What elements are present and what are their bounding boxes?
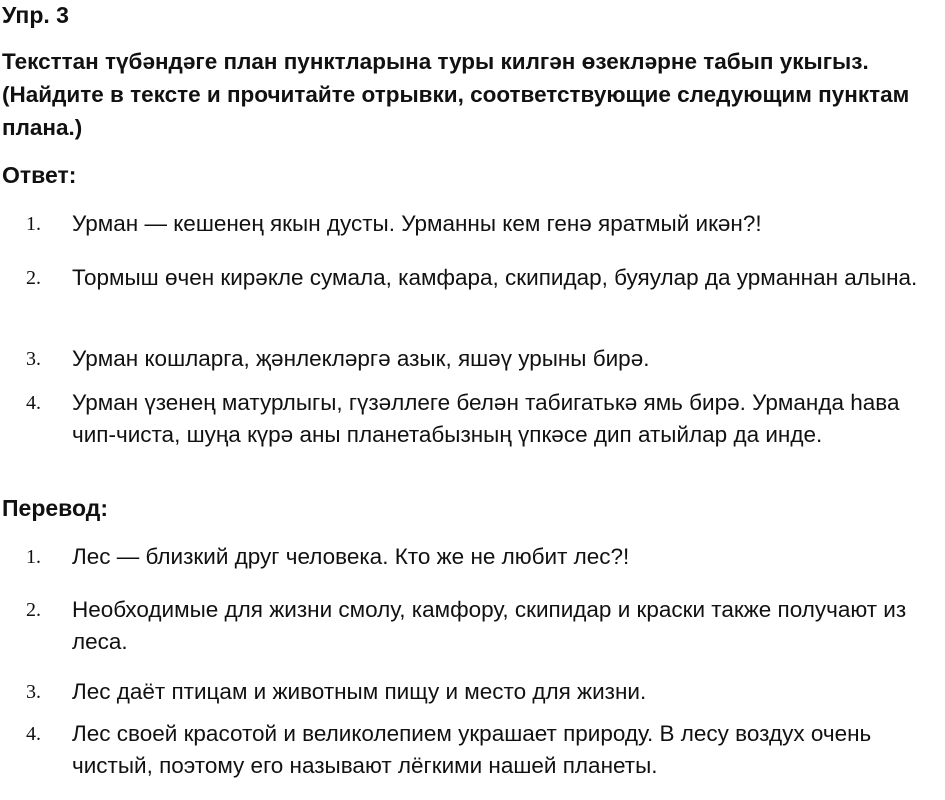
translation-item-text: Лес даёт птицам и животным пищу и место для жизни.	[72, 679, 647, 704]
answer-item-4	[0, 387, 945, 487]
translation-item-number: 4.	[26, 723, 41, 745]
answer-item-number: 3.	[26, 348, 41, 370]
translation-item-text: Необходимые для жизни смолу, камфору, скипидар и краски также получают из леса.	[72, 597, 907, 654]
answer-item-text: Тормыш өчен кирәкле сумала, камфара, скипидар, буяулар да урманнан алына.	[72, 265, 918, 290]
translation-list	[0, 541, 945, 800]
task-instruction: Тексттан түбәндәге план пунктларына туры килгән өзекләрне табып укыгыз. (Найдите в тексте и прочитайте отрывки, соответствующие следующим пунктам плана.)	[2, 49, 910, 140]
answer-item-1	[0, 208, 945, 262]
translation-item-2	[0, 594, 945, 676]
answer-list	[0, 208, 945, 487]
answer-item-text: Урман — кешенең якын дусты. Урманны кем генә яратмый икән?!	[72, 211, 762, 236]
translation-item-text: Лес своей красотой и великолепием украшает природу. В лесу воздух очень чистый, поэтому его называют лёгкими нашей планеты.	[72, 721, 872, 778]
translation-heading: Перевод:	[2, 495, 109, 521]
exercise-title: Упр. 3	[2, 2, 69, 28]
answer-item-number: 1.	[26, 213, 41, 235]
answer-item-number: 2.	[26, 267, 41, 289]
answer-item-3	[0, 343, 945, 387]
answer-item-2	[0, 262, 945, 343]
answer-heading: Ответ:	[2, 162, 77, 188]
translation-item-number: 3.	[26, 681, 41, 703]
translation-item-1	[0, 541, 945, 594]
translation-item-3	[0, 676, 945, 718]
answer-item-number: 4.	[26, 392, 41, 414]
answer-item-text: Урман кошларга, җәнлекләргә азык, яшәү урыны бирә.	[72, 346, 650, 371]
answer-item-text: Урман үзенең матурлыгы, гүзәллеге белән табигатькә ямь бирә. Урманда һава чип-чиста, шуңа күрә аны планетабызның үпкәсе дип атыйлар да инде.	[72, 390, 900, 447]
translation-item-number: 2.	[26, 599, 41, 621]
translation-item-4	[0, 718, 945, 800]
translation-item-text: Лес — близкий друг человека. Кто же не любит лес?!	[72, 544, 630, 569]
translation-item-number: 1.	[26, 546, 41, 568]
